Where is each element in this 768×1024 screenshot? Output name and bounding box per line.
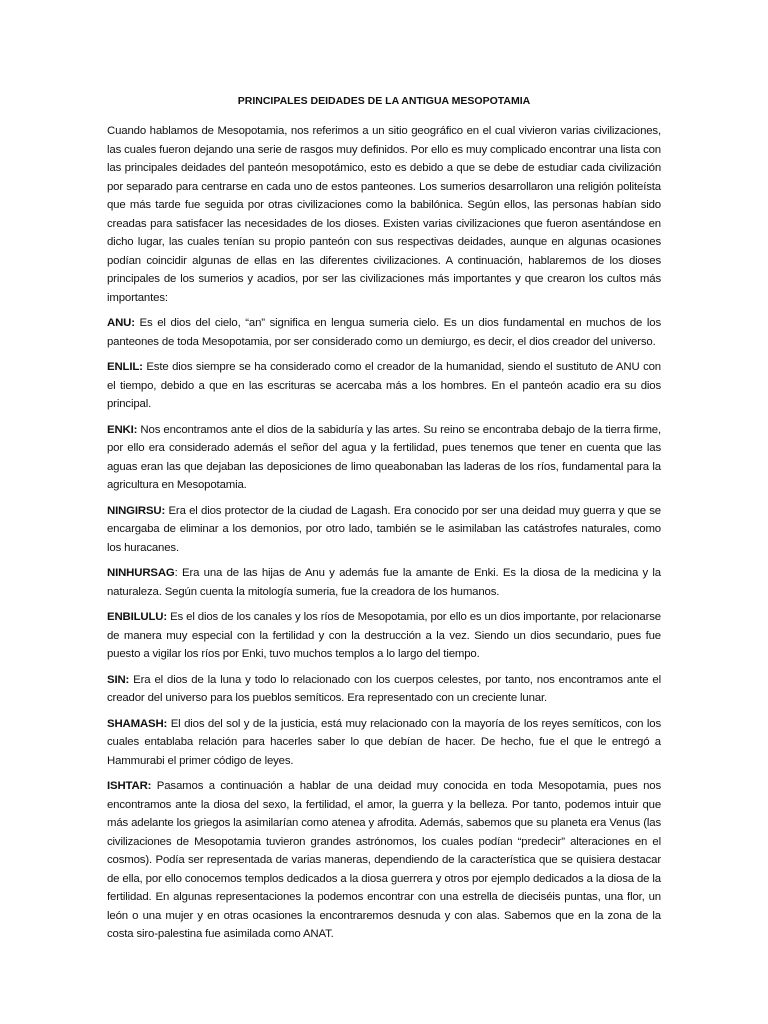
document-page <box>107 94 661 951</box>
deity-paragraph-enbilulu <box>107 608 661 664</box>
document-title: PRINCIPALES DEIDADES DE LA ANTIGUA MESOPOTAMIA <box>237 95 531 107</box>
deity-paragraph-sin <box>107 671 661 708</box>
deity-description: Es el dios del cielo, “an” significa en lengua sumeria cielo. Es un dios fundamental en muchos de los panteones de toda Mesopotamia, por ser considerado como un demiurgo, es decir, el dios creador del universo. <box>107 317 661 348</box>
deity-name: ANU: <box>107 317 135 329</box>
deity-paragraph-enki <box>107 421 661 495</box>
deity-description: Era el dios protector de la ciudad de Lagash. Era conocido por ser una deidad muy guerra y que se encargaba de eliminar a los demonios, por otro lado, también se le asimilaban las catástrofes naturales, como los huracanes. <box>107 504 661 554</box>
deity-description: Era el dios de la luna y todo lo relacionado con los cuerpos celestes, por tanto, nos encontramos ante el creador del universo para los pueblos semíticos. Era representado con un creciente lunar. <box>107 673 661 704</box>
deity-paragraph-shamash <box>107 715 661 771</box>
deity-description: Este dios siempre se ha considerado como el creador de la humanidad, siendo el sustituto de ANU con el tiempo, debido a que en las escrituras se acercaba más a los hombres. En el panteón acadio era su dios principal. <box>107 361 661 410</box>
deity-paragraph-enlil <box>107 358 661 414</box>
deity-paragraph-anu <box>107 314 661 351</box>
deity-name: SIN: <box>107 673 130 686</box>
deity-name: ISHTAR: <box>107 780 152 792</box>
deity-description: : Era una de las hijas de Anu y además fue la amante de Enki. Es la diosa de la medicina y la naturaleza. Según cuenta la mitología sumeria, fue la creadora de los humanos. <box>107 567 661 598</box>
deity-name: NINGIRSU: <box>107 504 166 517</box>
intro-paragraph: Cuando hablamos de Mesopotamia, nos referimos a un sitio geográfico en el cual vivieron varias civilizaciones, las cuales fueron dejando una serie de rasgos muy definidos. Por ello es muy complicado encontrar una lista con las principales deidades del panteón mesopotámico, esto es debido a que se debe de estudiar cada civilización por separado para centrarse en cada uno de estos panteones. Los sumerios desarrollaron una religión politeísta que más tarde fue seguida por otras civilizaciones como la babilónica. Según ellos, las personas habían sido creadas para satisfacer las necesidades de los dioses. Existen varias civilizaciones que fueron asentándose en dicho lugar, las cuales tenían su propio panteón con sus respectivas deidades, aunque en algunas ocasiones podían coincidir algunas de ellas en las diferentes civilizaciones. A continuación, hablaremos de los dioses principales de los sumerios y acadios, por ser las civilizaciones más importantes y que crearon los cultos más importantes: <box>107 125 661 304</box>
deity-description: Pasamos a continuación a hablar de una deidad muy conocida en toda Mesopotamia, pues nos encontramos ante la diosa del sexo, la fertilidad, el amor, la guerra y la belleza. Por tanto, podemos intuir que más adelante los griegos la asimilarían como atenea y afrodita. Además, sabemos que su planeta era Venus (las civilizaciones de Mesopotamia tuvieron grandes astrónomos, los cuales podían “predecir” alteraciones en el cosmos). Podía ser representada de varias maneras, dependiendo de la característica que se quisiera destacar de ella, por ello conocemos templos dedicados a la diosa guerrera y otros por ejemplo dedicados a la diosa de la fertilidad. En algunas representaciones la podemos encontrar con una estrella de dieciséis puntas, una flor, un león o una mujer y en otras ocasiones la encontraremos desnuda y con alas. Sabemos que en la zona de la costa siro-palestina fue asimilada como ANAT. <box>107 780 661 940</box>
deity-description: Es el dios de los canales y los ríos de Mesopotamia, por ello es un dios importante, por relacionarse de manera muy especial con la fertilidad y con la destrucción a la vez. Siendo un dios secundario, pues fue puesto a vigilar los ríos por Enki, tuvo muchos templos a lo largo del tiempo. <box>107 611 661 660</box>
deity-paragraph-ningirsu <box>107 502 661 558</box>
deity-paragraph-ninhursag <box>107 564 661 601</box>
deity-name: ENLIL: <box>107 361 143 373</box>
deity-description: El dios del sol y de la justicia, está muy relacionado con la mayoría de los reyes semíticos, con los cuales entablaba relación para hacerles saber lo que debían de hacer. De hecho, fue el que le entregó a Hammurabi el primer código de leyes. <box>107 717 661 767</box>
deity-name: ENKI: <box>107 423 138 436</box>
deity-paragraph-ishtar <box>107 777 661 944</box>
deity-name: ENBILULU: <box>107 611 168 623</box>
deity-name: NINHURSAG <box>107 567 175 579</box>
deity-description: Nos encontramos ante el dios de la sabiduría y las artes. Su reino se encontraba debajo de la tierra firme, por ello era considerado además el señor del agua y la fertilidad, pues tenemos que tener en cuenta que las aguas eran las que dejaban las deposiciones de limo queabonaban las laderas de los ríos, fundamental para la agricultura en Mesopotamia. <box>107 423 661 491</box>
deity-name: SHAMASH: <box>107 717 168 730</box>
